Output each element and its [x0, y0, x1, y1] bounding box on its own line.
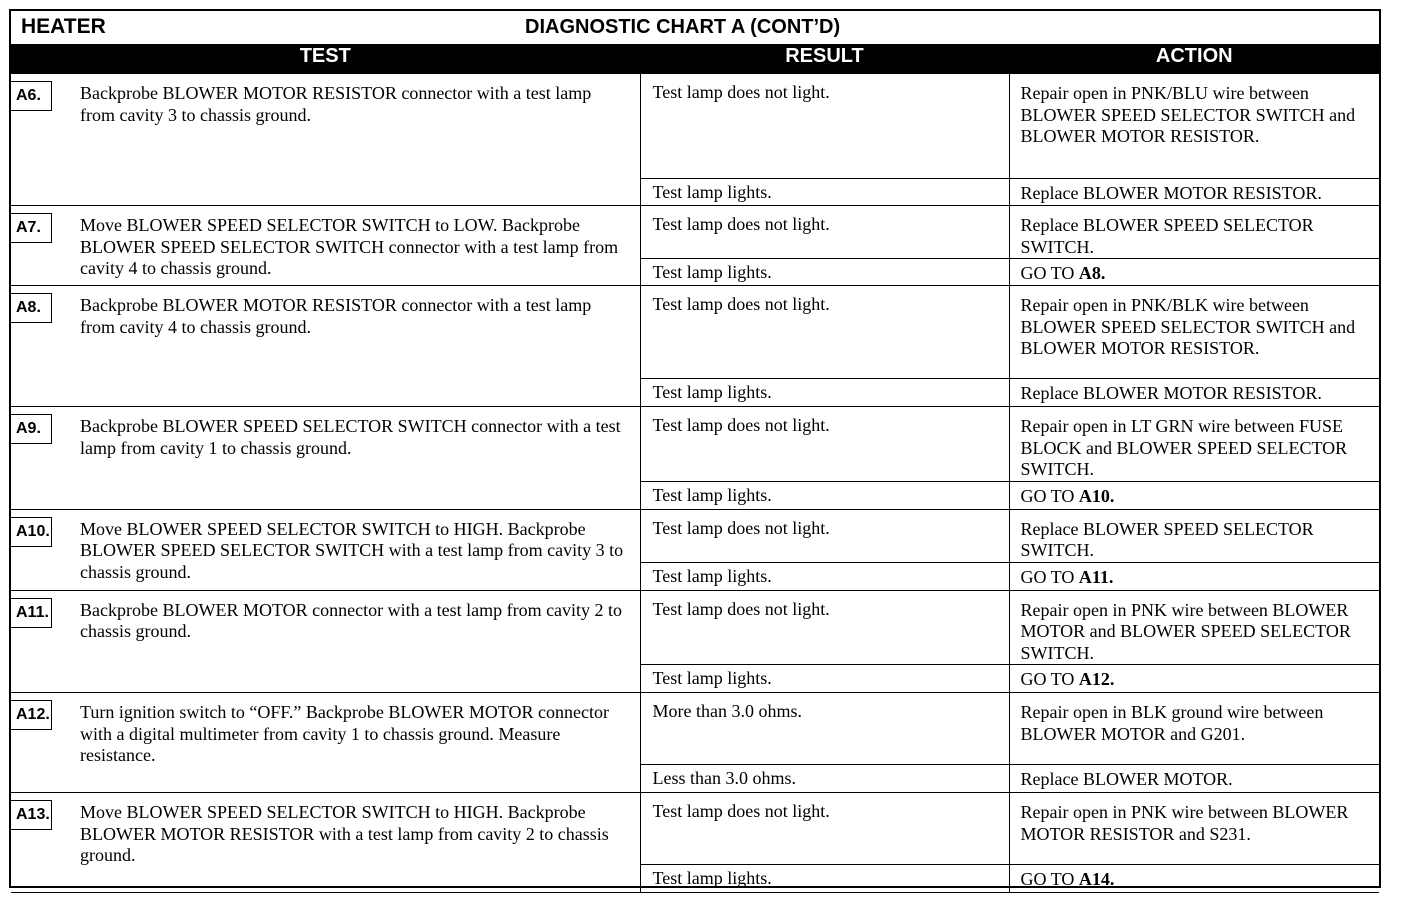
table-row: [11, 286, 1379, 379]
step-number: A8.: [11, 293, 52, 323]
result-cell: Test lamp lights.: [640, 865, 1009, 893]
goto-prefix: GO TO: [1020, 869, 1079, 889]
test-description: Turn ignition switch to “OFF.” Backprobe BLOWER MOTOR connector with a digital multimeter from cavity 1 to chassis ground. Measure resistance.: [80, 702, 610, 765]
goto-prefix: GO TO: [1020, 263, 1079, 283]
step-number: A12.: [11, 700, 52, 730]
table-row: [11, 509, 1379, 562]
test-description: Move BLOWER SPEED SELECTOR SWITCH to LOW. Backprobe BLOWER SPEED SELECTOR SWITCH connector with a test lamp from cavity 4 to chassis ground.: [80, 215, 619, 278]
action-cell: Repair open in BLK ground wire between BLOWER MOTOR and G201.: [1009, 693, 1379, 765]
test-cell: [11, 286, 640, 407]
result-cell: Test lamp lights.: [640, 481, 1009, 509]
test-cell: [11, 693, 640, 793]
result-cell: Test lamp lights.: [640, 665, 1009, 693]
result-cell: Test lamp lights.: [640, 379, 1009, 407]
section-title: HEATER: [21, 15, 106, 38]
action-cell: Replace BLOWER MOTOR RESISTOR.: [1009, 179, 1379, 206]
column-header-test: TEST: [11, 45, 640, 74]
test-cell: [11, 407, 640, 510]
step-number: A9.: [11, 414, 52, 444]
test-description: Backprobe BLOWER SPEED SELECTOR SWITCH connector with a test lamp from cavity 1 to chassis ground.: [80, 416, 621, 458]
result-cell: More than 3.0 ohms.: [640, 693, 1009, 765]
step-number: A6.: [11, 81, 52, 111]
test-description: Move BLOWER SPEED SELECTOR SWITCH to HIGH. Backprobe BLOWER SPEED SELECTOR SWITCH with a test lamp from cavity 3 to chassis ground.: [80, 518, 624, 582]
action-cell: [1009, 665, 1379, 693]
test-description: Move BLOWER SPEED SELECTOR SWITCH to HIGH. Backprobe BLOWER MOTOR RESISTOR with a test lamp from cavity 2 to chassis ground.: [80, 802, 609, 865]
goto-step-ref: A14.: [1078, 869, 1115, 889]
diagnostic-chart-page: [9, 9, 1381, 888]
goto-prefix: GO TO: [1020, 669, 1079, 689]
action-cell: Replace BLOWER SPEED SELECTOR SWITCH.: [1009, 206, 1379, 259]
result-cell: Test lamp does not light.: [640, 590, 1009, 665]
result-cell: Test lamp lights.: [640, 562, 1009, 590]
action-cell: Replace BLOWER MOTOR.: [1009, 765, 1379, 793]
action-cell: [1009, 259, 1379, 286]
goto-step-ref: A8.: [1078, 263, 1106, 283]
result-cell: Test lamp does not light.: [640, 509, 1009, 562]
table-row: [11, 793, 1379, 865]
action-cell: [1009, 562, 1379, 590]
diagnostic-table: [11, 44, 1379, 893]
chart-title: DIAGNOSTIC CHART A (CONT’D): [525, 16, 841, 38]
action-cell: [1009, 865, 1379, 893]
step-number: A10.: [11, 517, 52, 547]
goto-prefix: GO TO: [1020, 566, 1079, 587]
table-row: [11, 407, 1379, 482]
test-cell: [11, 74, 640, 206]
goto-step-ref: A12.: [1078, 669, 1115, 689]
result-cell: Less than 3.0 ohms.: [640, 765, 1009, 793]
table-row: [11, 74, 1379, 179]
result-cell: Test lamp lights.: [640, 179, 1009, 206]
action-cell: Replace BLOWER SPEED SELECTOR SWITCH.: [1009, 509, 1379, 562]
goto-prefix: GO TO: [1020, 485, 1079, 506]
step-number: A7.: [11, 213, 52, 243]
column-header-result: RESULT: [640, 45, 1009, 74]
action-cell: Repair open in LT GRN wire between FUSE BLOCK and BLOWER SPEED SELECTOR SWITCH.: [1009, 407, 1379, 482]
result-cell: Test lamp does not light.: [640, 74, 1009, 179]
test-description: Backprobe BLOWER MOTOR RESISTOR connector with a test lamp from cavity 3 to chassis ground.: [80, 83, 592, 125]
goto-step-ref: A11.: [1078, 566, 1114, 587]
table-row: [11, 206, 1379, 259]
action-cell: Replace BLOWER MOTOR RESISTOR.: [1009, 379, 1379, 407]
result-cell: Test lamp lights.: [640, 259, 1009, 286]
action-cell: [1009, 481, 1379, 509]
table-row: [11, 693, 1379, 765]
result-cell: Test lamp does not light.: [640, 793, 1009, 865]
step-number: A13.: [11, 800, 52, 830]
test-cell: [11, 206, 640, 286]
test-cell: [11, 590, 640, 693]
step-number: A11.: [11, 598, 52, 628]
result-cell: Test lamp does not light.: [640, 286, 1009, 379]
test-cell: [11, 509, 640, 590]
goto-step-ref: A10.: [1078, 485, 1115, 506]
title-bar: [11, 11, 1379, 46]
action-cell: Repair open in PNK wire between BLOWER MOTOR and BLOWER SPEED SELECTOR SWITCH.: [1009, 590, 1379, 665]
test-cell: [11, 793, 640, 893]
action-cell: Repair open in PNK/BLK wire between BLOWER SPEED SELECTOR SWITCH and BLOWER MOTOR RESISTOR.: [1009, 286, 1379, 379]
table-row: [11, 590, 1379, 665]
result-cell: Test lamp does not light.: [640, 407, 1009, 482]
column-header-action: ACTION: [1009, 45, 1379, 74]
test-description: Backprobe BLOWER MOTOR RESISTOR connector with a test lamp from cavity 4 to chassis ground.: [80, 295, 592, 337]
action-cell: Repair open in PNK/BLU wire between BLOWER SPEED SELECTOR SWITCH and BLOWER MOTOR RESISTOR.: [1009, 74, 1379, 179]
action-cell: Repair open in PNK wire between BLOWER MOTOR RESISTOR and S231.: [1009, 793, 1379, 865]
test-description: Backprobe BLOWER MOTOR connector with a test lamp from cavity 2 to chassis ground.: [80, 599, 623, 641]
result-cell: Test lamp does not light.: [640, 206, 1009, 259]
